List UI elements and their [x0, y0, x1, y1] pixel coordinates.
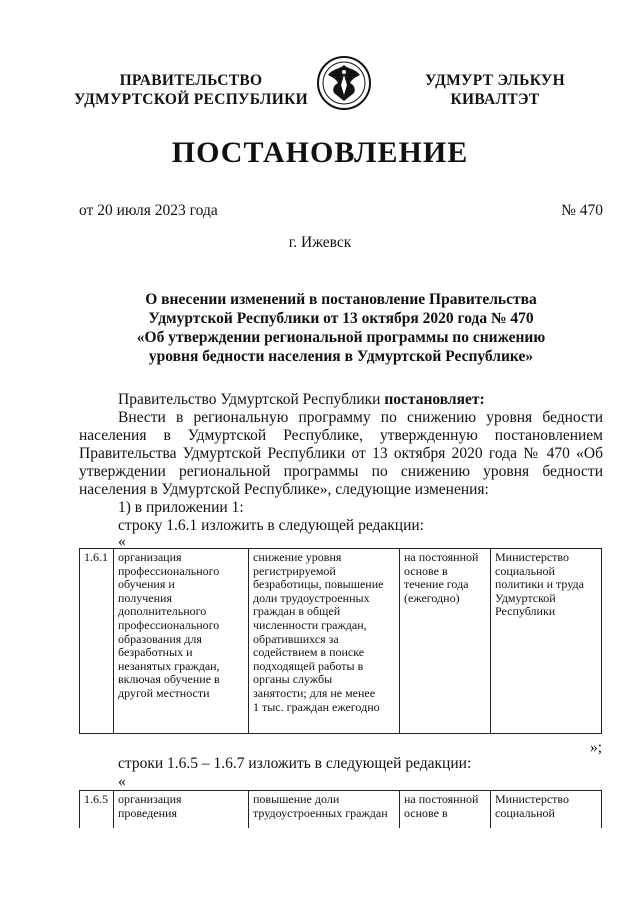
document-number: № 470	[561, 202, 603, 219]
paragraph-line: Правительства Удмуртской Республики от 13 октября 2020 года № 470 «Об	[79, 445, 603, 462]
header-right-line1: УДМУРТ ЭЛЬКУН	[425, 72, 565, 89]
emblem-graphic	[316, 55, 372, 111]
header-right-line2: КИВАЛТЭТ	[450, 91, 540, 108]
document-city: г. Ижевск	[288, 234, 352, 251]
cell-period: на постоянной основе в течение года (ежегодно)	[400, 549, 491, 734]
paragraph-line: населения в Удмуртской Республике», следующие изменения:	[79, 481, 489, 498]
intro-text: Правительство Удмуртской Республики	[118, 391, 385, 408]
header-left	[62, 71, 320, 109]
subject-line: Удмуртской Республики от 13 октября 2020 года № 470	[148, 310, 534, 327]
document-date: от 20 июля 2023 года	[79, 202, 218, 219]
intro-bold: постановляет	[384, 391, 480, 408]
item-2-sub: строки 1.6.5 – 1.6.7 изложить в следующей редакции:	[118, 755, 472, 772]
open-quote-2: «	[118, 773, 126, 790]
item-1: 1) в приложении 1:	[118, 499, 244, 516]
main-paragraph	[79, 409, 603, 499]
paragraph-line: Внести в региональную программу по снижению уровня бедности	[118, 409, 603, 426]
cell-result: повышение доли трудоустроенных граждан	[249, 791, 400, 834]
cell-number: 1.6.1	[80, 549, 114, 734]
cell-number: 1.6.5	[80, 791, 114, 834]
cell-activity: организация проведения	[114, 791, 249, 834]
intro-colon: :	[479, 391, 485, 408]
paragraph-line: населения в Удмуртской Республике, утвержденную постановлением	[79, 427, 603, 444]
page-cutoff-mask	[0, 828, 640, 899]
cell-result: снижение уровня регистрируемой безработицы, повышение доли трудоустроенных граждан в общей численности граждан, обратившихся за содействием в поиске подходящей работы в органы службы занятости; для не менее 1 тыс. граждан ежегодно	[249, 549, 400, 734]
open-quote: «	[118, 533, 126, 550]
subject-line: О внесении изменений в постановление Правительства	[145, 291, 537, 308]
paragraph-line: утверждении региональной программы по снижению уровня бедности	[79, 463, 603, 480]
cell-executor: Министерство социальной политики и труда Удмуртской Республики	[491, 549, 602, 734]
item-1-sub: строку 1.6.1 изложить в следующей редакции:	[118, 517, 424, 534]
header-left-line2: УДМУРТСКОЙ РЕСПУБЛИКИ	[73, 91, 308, 108]
coat-of-arms-icon	[316, 55, 372, 111]
document-subject	[79, 290, 603, 366]
cell-period: на постоянной основе в	[400, 791, 491, 834]
subject-line: уровня бедности населения в Удмуртской Республике»	[148, 348, 534, 365]
intro-line	[118, 391, 485, 409]
subject-line: «Об утверждении региональной программы по снижению	[136, 329, 546, 346]
table-row	[80, 549, 602, 734]
close-quote: »;	[589, 739, 602, 756]
table-row-1-6-1	[79, 548, 602, 734]
header-left-line1: ПРАВИТЕЛЬСТВО	[119, 72, 263, 89]
cell-executor: Министерство социальной	[491, 791, 602, 834]
cell-activity: организация профессионального обучения и получения дополнительного профессионального образования для безработных и незанятых граждан, включая обучение в другой местности	[114, 549, 249, 734]
header-right	[390, 71, 600, 109]
document-title: ПОСТАНОВЛЕНИЕ	[171, 136, 469, 169]
